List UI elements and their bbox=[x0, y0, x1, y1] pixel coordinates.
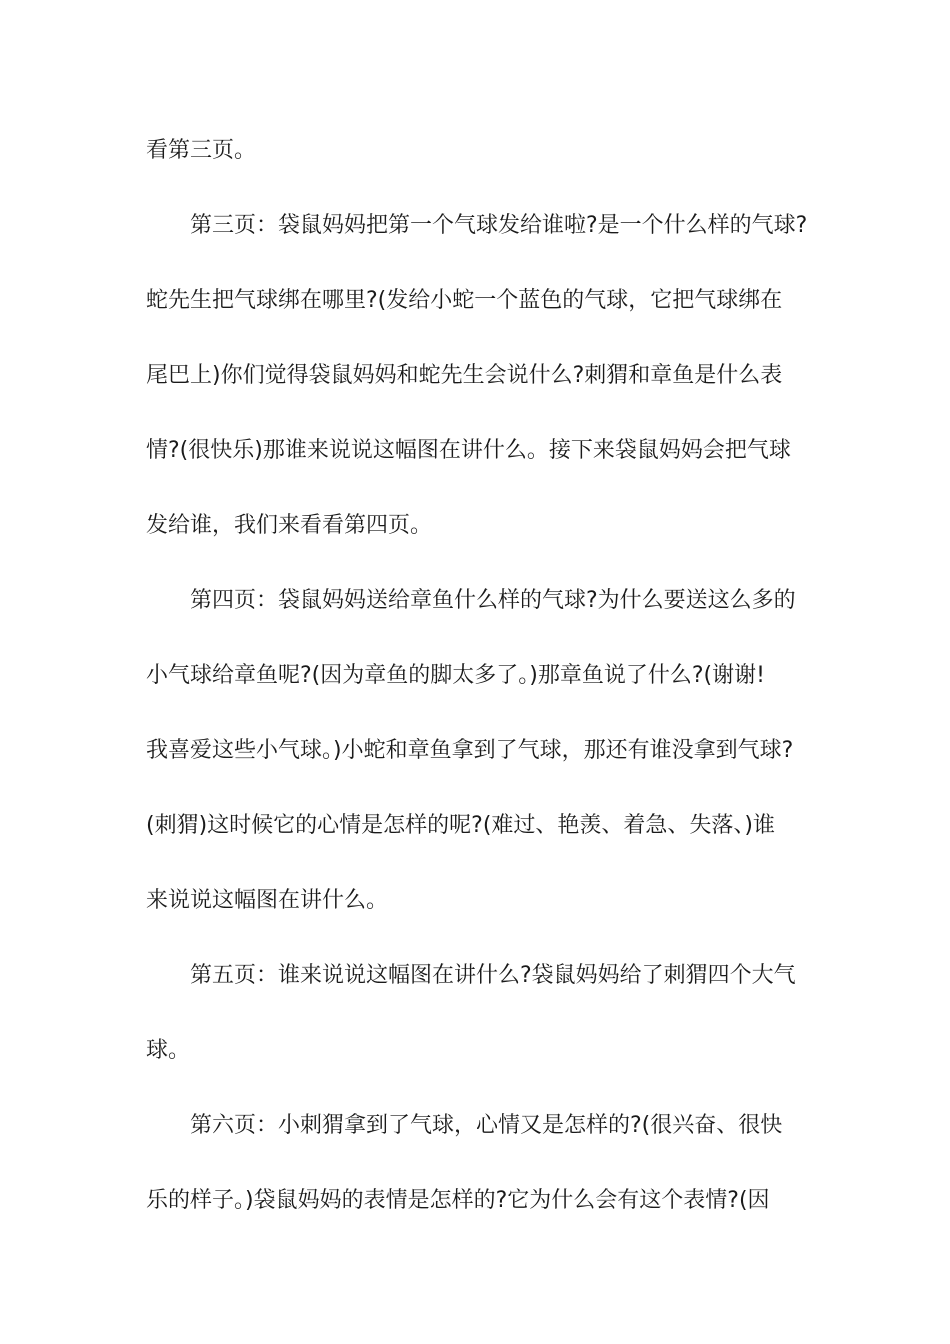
text-line: 球。 bbox=[146, 1038, 191, 1063]
text-line: 我喜爱这些小气球。)小蛇和章鱼拿到了气球，那还有谁没拿到气球? bbox=[146, 738, 794, 763]
text-line: 尾巴上)你们觉得袋鼠妈妈和蛇先生会说什么?刺猬和章鱼是什么表 bbox=[146, 363, 783, 388]
paragraph-page-three-start: 第三页：袋鼠妈妈把第一个气球发给谁啦?是一个什么样的气球? bbox=[190, 213, 808, 238]
text-line: 看第三页。 bbox=[146, 138, 257, 163]
text-line: (刺猬)这时候它的心情是怎样的呢?(难过、艳羡、着急、失落、)谁 bbox=[146, 813, 776, 838]
paragraph-page-six-start: 第六页：小刺猬拿到了气球，心情又是怎样的?(很兴奋、很快 bbox=[190, 1113, 783, 1138]
text-line: 来说说这幅图在讲什么。 bbox=[146, 888, 389, 913]
text-line: 情?(很快乐)那谁来说说这幅图在讲什么。接下来袋鼠妈妈会把气球 bbox=[146, 438, 791, 463]
text-line: 发给谁，我们来看看第四页。 bbox=[146, 513, 433, 538]
paragraph-page-five-start: 第五页：谁来说说这幅图在讲什么?袋鼠妈妈给了刺猬四个大气 bbox=[190, 963, 796, 988]
text-line: 小气球给章鱼呢?(因为章鱼的脚太多了。)那章鱼说了什么?(谢谢! bbox=[146, 663, 765, 688]
paragraph-page-four-start: 第四页：袋鼠妈妈送给章鱼什么样的气球?为什么要送这么多的 bbox=[190, 588, 796, 613]
text-line: 乐的样子。)袋鼠妈妈的表情是怎样的?它为什么会有这个表情?(因 bbox=[146, 1188, 770, 1213]
text-line: 蛇先生把气球绑在哪里?(发给小蛇一个蓝色的气球，它把气球绑在 bbox=[146, 288, 783, 313]
